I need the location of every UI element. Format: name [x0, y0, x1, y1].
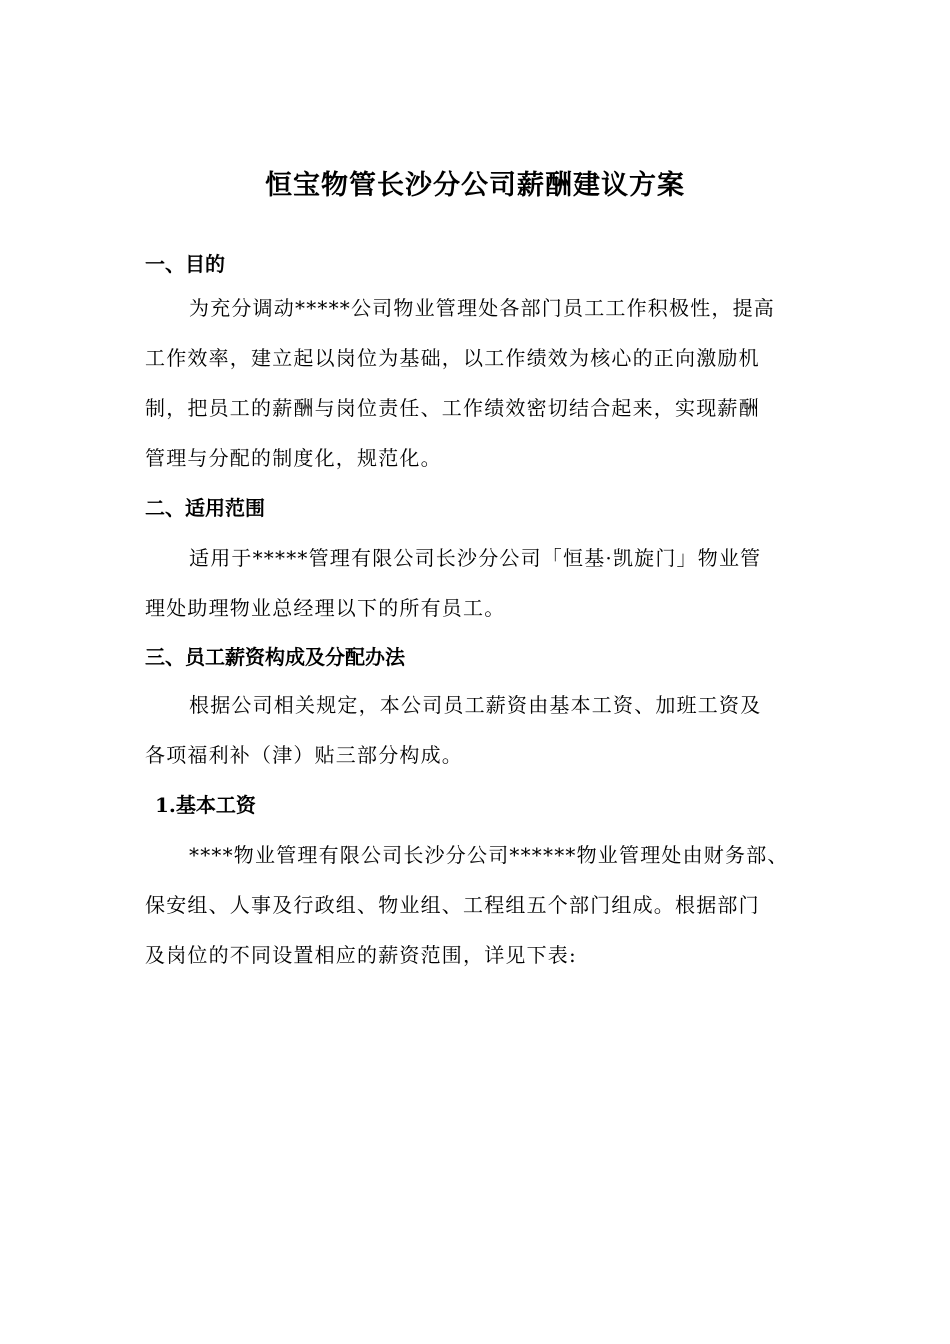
paragraph-line: 及岗位的不同设置相应的薪资范围，详见下表:	[145, 943, 577, 967]
paragraph-line: 根据公司相关规定，本公司员工薪资由基本工资、加班工资及	[189, 693, 762, 717]
paragraph-line: 各项福利补（津）贴三部分构成。	[145, 743, 463, 767]
section-heading-salary-structure: 三、员工薪资构成及分配办法	[145, 645, 405, 669]
paragraph-line: 理处助理物业总经理以下的所有员工。	[145, 596, 506, 620]
paragraph-line: ****物业管理有限公司长沙分公司******物业管理处由财务部、	[189, 843, 789, 867]
paragraph-line: 管理与分配的制度化，规范化。	[145, 446, 442, 470]
section-heading-scope: 二、适用范围	[145, 496, 265, 520]
paragraph-line: 制，把员工的薪酬与岗位责任、工作绩效密切结合起来，实现薪酬	[145, 396, 760, 420]
subsection-heading-base-salary: 1.基本工资	[155, 793, 256, 817]
paragraph-line: 为充分调动*****公司物业管理处各部门员工工作积极性，提高	[189, 296, 775, 320]
paragraph-line: 适用于*****管理有限公司长沙分公司「恒基·凯旋门」物业管	[189, 546, 762, 570]
paragraph-line: 工作效率，建立起以岗位为基础，以工作绩效为核心的正向激励机	[145, 346, 760, 370]
section-heading-purpose: 一、目的	[145, 252, 225, 276]
paragraph-line: 保安组、人事及行政组、物业组、工程组五个部门组成。根据部门	[145, 893, 760, 917]
document-title: 恒宝物管长沙分公司薪酬建议方案	[265, 170, 685, 201]
